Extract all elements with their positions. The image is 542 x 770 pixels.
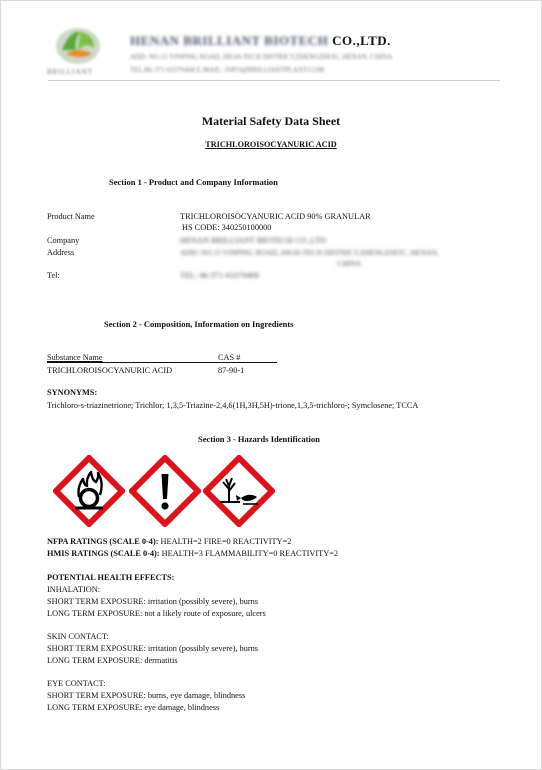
company-address: ADD: NO.15 YINPING ROAD, HIGH-TECH DISTRICT,ZHENGZHOU, HENAN, CHINA [130,53,393,61]
environment-icon [203,455,275,527]
header-divider [48,80,500,81]
eye-short-term: SHORT TERM EXPOSURE: burns, eye damage, blindness [47,691,246,700]
eye-long-term: LONG TERM EXPOSURE: eye damage, blindness [47,703,220,712]
oxidizer-icon [53,455,125,527]
section1-heading: Section 1 - Product and Company Information [109,177,278,187]
hmis-ratings [47,548,338,559]
cas-number-cell: 87-90-1 [218,366,245,375]
company-name-main: HENAN BRILLIANT BIOTECH [130,33,329,48]
nfpa-ratings [47,536,291,547]
address-value: ADD: NO.15 YINPING ROAD, HIGH-TECH DISTRICT,ZHENGZHOU, HENAN, [180,248,439,257]
company-name [130,33,391,49]
skin-short-term: SHORT TERM EXPOSURE: irritation (possibly severe), burns [47,644,258,653]
tel-label: Tel: [47,271,60,280]
hmis-value: HEALTH=3 FLAMMABILITY=0 REACTIVITY=2 [159,549,339,558]
document-title: Material Safety Data Sheet [201,114,341,128]
company-contact: TEL:86-371-63370468 E-MAIL: INFO@BRILLIANTPLANT.COM [130,66,325,74]
hmis-label: HMIS RATINGS (SCALE 0-4): [47,549,160,558]
hs-code: HS CODE: 340250100000 [182,223,272,232]
table-header-rule [47,362,277,363]
nfpa-value: HEALTH=2 FIRE=0 REACTIVITY=2 [158,537,292,546]
synonyms-text: Trichloro-s-triazinetrione; Trichlor; 1,3,5-Triazine-2,4,6(1H,3H,5H)-trione,1,3,5-trichloro-; Symclosene; TCCA [47,401,419,410]
synonyms-label: SYNONYMS: [47,388,98,397]
section2-heading: Section 2 - Composition, Information on Ingredients [104,319,294,329]
nfpa-label: NFPA RATINGS (SCALE 0-4): [47,537,159,546]
logo-text: BRILLIANT [47,68,93,76]
skin-long-term: LONG TERM EXPOSURE: dermatitis [47,656,178,665]
inhalation-label: INHALATION: [47,585,100,594]
company-name-suffix: CO.,LTD. [332,33,391,48]
product-name-value: TRICHLOROISOCYANURIC ACID 90% GRANULAR [180,212,371,221]
company-logo [50,24,106,74]
company-label: Company [47,236,80,245]
inhalation-short-term: SHORT TERM EXPOSURE: irritation (possibly severe), burns [47,597,258,606]
address-label: Address [47,248,75,257]
tel-value: TEL: 86-371-63370468 [180,271,260,280]
address-value-2: CHINA [337,259,362,268]
inhalation-long-term: LONG TERM EXPOSURE: not a likely route of exposure, ulcers [47,609,266,618]
document-product: TRICHLOROISOCYANURIC ACID [205,140,337,149]
section3-heading: Section 3 - Hazards Identification [198,434,320,444]
health-effects-heading: POTENTIAL HEALTH EFFECTS: [47,573,175,582]
exclamation-icon [129,455,201,527]
substance-name-cell: TRICHLOROISOCYANURIC ACID [47,366,173,375]
skin-contact-label: SKIN CONTACT: [47,632,109,641]
col-substance-header: Substance Name [47,353,103,362]
company-value: HENAN BRILLIANT BIOTECH CO.,LTD [180,236,326,245]
product-name-label: Product Name [47,212,95,221]
col-cas-header: CAS # [218,353,241,362]
eye-contact-label: EYE CONTACT: [47,679,106,688]
